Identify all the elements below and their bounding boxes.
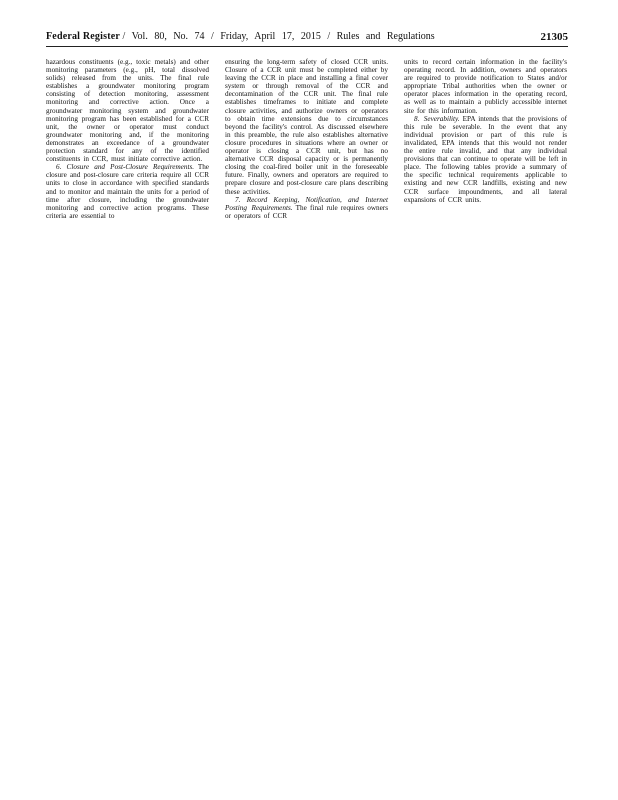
column-2 <box>225 58 388 220</box>
column-3 <box>404 58 567 204</box>
paragraph-text: hazardous constituents (e.g., toxic metals) and other monitoring parameters (e.g., pH, total dissolved solids) released from the units. The final rule establishes a groundwater monitoring program consisting of detection monitoring, assessment monitoring and corrective action. Once a groundwater monitoring system and groundwater monitoring program has been established for a CCR unit, the owner or operator must conduct groundwater monitoring and, if the monitoring demonstrates an exceedance of a groundwater protection standard for any of the identified constituents in CCR, must initiate corrective action. <box>46 58 209 164</box>
paragraph-text: EPA intends that the provisions of this rule be severable. In the event that any individual provision or part of this rule is invalidated, EPA intends that this would not render the entire rule invalid, and that any individual provisions that can continue to operate will be left in place. The following tables provide a summary of the specific technical requirements applicable to existing and new CCR landfills, existing and new CCR surface impoundments, and all lateral expansions of CCR units. <box>404 114 567 204</box>
paragraph-text: The closure and post-closure care criteria require all CCR units to close in accordance with specified standards and to monitor and maintain the units for a period of time after closure, including the groundwater monitoring and corrective action programs. These criteria are essential to <box>46 163 209 220</box>
column-1 <box>46 58 209 220</box>
header-rule <box>46 46 568 47</box>
paragraph-record-keeping <box>225 196 388 220</box>
body-columns <box>46 58 568 358</box>
page-number: 21305 <box>540 31 568 43</box>
section-heading: 8. Severability. <box>414 114 460 123</box>
paragraph-text: The final rule requires owners or operators of CCR <box>225 203 388 220</box>
paragraph-text: units to record certain information in the facility's operating record. In addition, owners and operators are required to provide notification to States and/or appropriate Tribal authorities when the owner or operator places information in the operating record, as well as to maintain a publicly accessible internet site for this information. <box>404 58 567 115</box>
paragraph <box>404 58 567 115</box>
publication-name: Federal Register <box>46 31 121 42</box>
section-heading: 6. Closure and Post-Closure Requirements. <box>56 163 195 172</box>
paragraph-severability <box>404 115 567 204</box>
page-header <box>46 30 568 44</box>
paragraph <box>46 58 209 163</box>
paragraph-text: ensuring the long-term safety of closed CCR units. Closure of a CCR unit must be completed either by leaving the CCR in place and installing a final cover system or through removal of the CCR and decontamination of the CCR unit. The final rule establishes timeframes to initiate and complete closure activities, and authorize owners or operators to obtain time extensions due to circumstances beyond the facility's control. As discussed elsewhere in this preamble, the rule also establishes alternative closure procedures in situations where an owner or operator is closing a CCR unit, but has no alternative CCR disposal capacity or is permanently closing the coal-fired boiler unit in the foreseeable future. Finally, owners and operators are required to prepare closure and post-closure care plans describing these activities. <box>225 58 388 196</box>
paragraph <box>225 58 388 196</box>
paragraph-closure <box>46 163 209 220</box>
issue-line: / Vol. 80, No. 74 / Friday, April 17, 2015 / Rules and Regulations <box>122 31 435 42</box>
section-heading: 7. Record Keeping, Notification, and Internet Posting Requirements. <box>225 195 388 212</box>
